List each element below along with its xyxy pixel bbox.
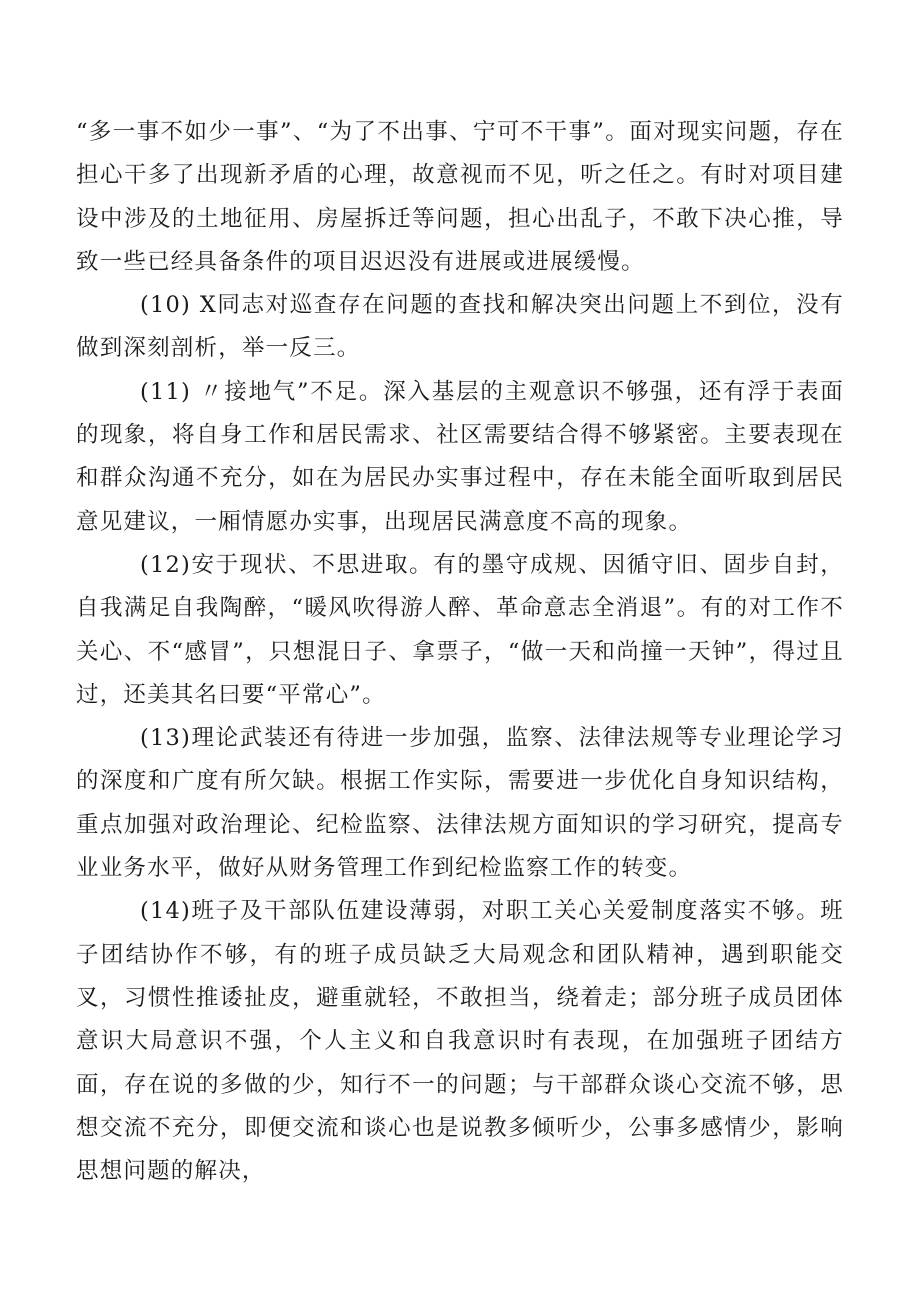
paragraph-item-13: (13)理论武装还有待进一步加强，监察、法律法规等专业理论学习的深度和广度有所欠缺。根据工作实际，需要进一步优化自身知识结构，重点加强对政治理论、纪检监察、法律法规方面知识的学习研究，提高专业业务水平，做好从财务管理工作到纪检监察工作的转变。 — [76, 725, 844, 882]
paragraph-item-12: (12)安于现状、不思进取。有的墨守成规、因循守旧、固步自封，自我满足自我陶醉，“暖风吹得游人醉、革命意志全消退”。有的对工作不关心、不“感冒”，只想混日子、拿票子，“做一天和尚撞一天钟”，得过且过，还美其名曰要“平常心”。 — [76, 551, 844, 708]
paragraph-item-10: (10) X同志对巡查存在问题的查找和解决突出问题上不到位，没有做到深刻剖析，举一反三。 — [76, 292, 844, 362]
paragraph-item-14: (14)班子及干部队伍建设薄弱，对职工关心关爱制度落实不够。班子团结协作不够，有的班子成员缺乏大局观念和团队精神，遇到职能交叉，习惯性推诿扯皮，避重就轻，不敢担当，绕着走；部分班子成员团体意识大局意识不强，个人主义和自我意识时有表现，在加强班子团结方面，存在说的多做的少，知行不一的问题；与干部群众谈心交流不够，思想交流不充分，即便交流和谈心也是说教多倾听少，公事多感情少，影响思想问题的解决， — [76, 898, 844, 1185]
paragraph-item-11: (11) 〃接地气”不足。深入基层的主观意识不够强，还有浮于表面的现象，将自身工作和居民需求、社区需要结合得不够紧密。主要表现在和群众沟通不充分，如在为居民办实事过程中，存在未能全面听取到居民意见建议，一厢情愿办实事，出现居民满意度不高的现象。 — [76, 378, 844, 535]
paragraph-continuation: “多一事不如少一事”、“为了不出事、宁可不干事”。面对现实问题，存在担心干多了出现新矛盾的心理，故意视而不见，听之任之。有时对项目建设中涉及的土地征用、房屋拆迁等问题，担心出乱子，不敢下决心推，导致一些已经具备条件的项目迟迟没有进展或进展缓慢。 — [76, 119, 844, 275]
